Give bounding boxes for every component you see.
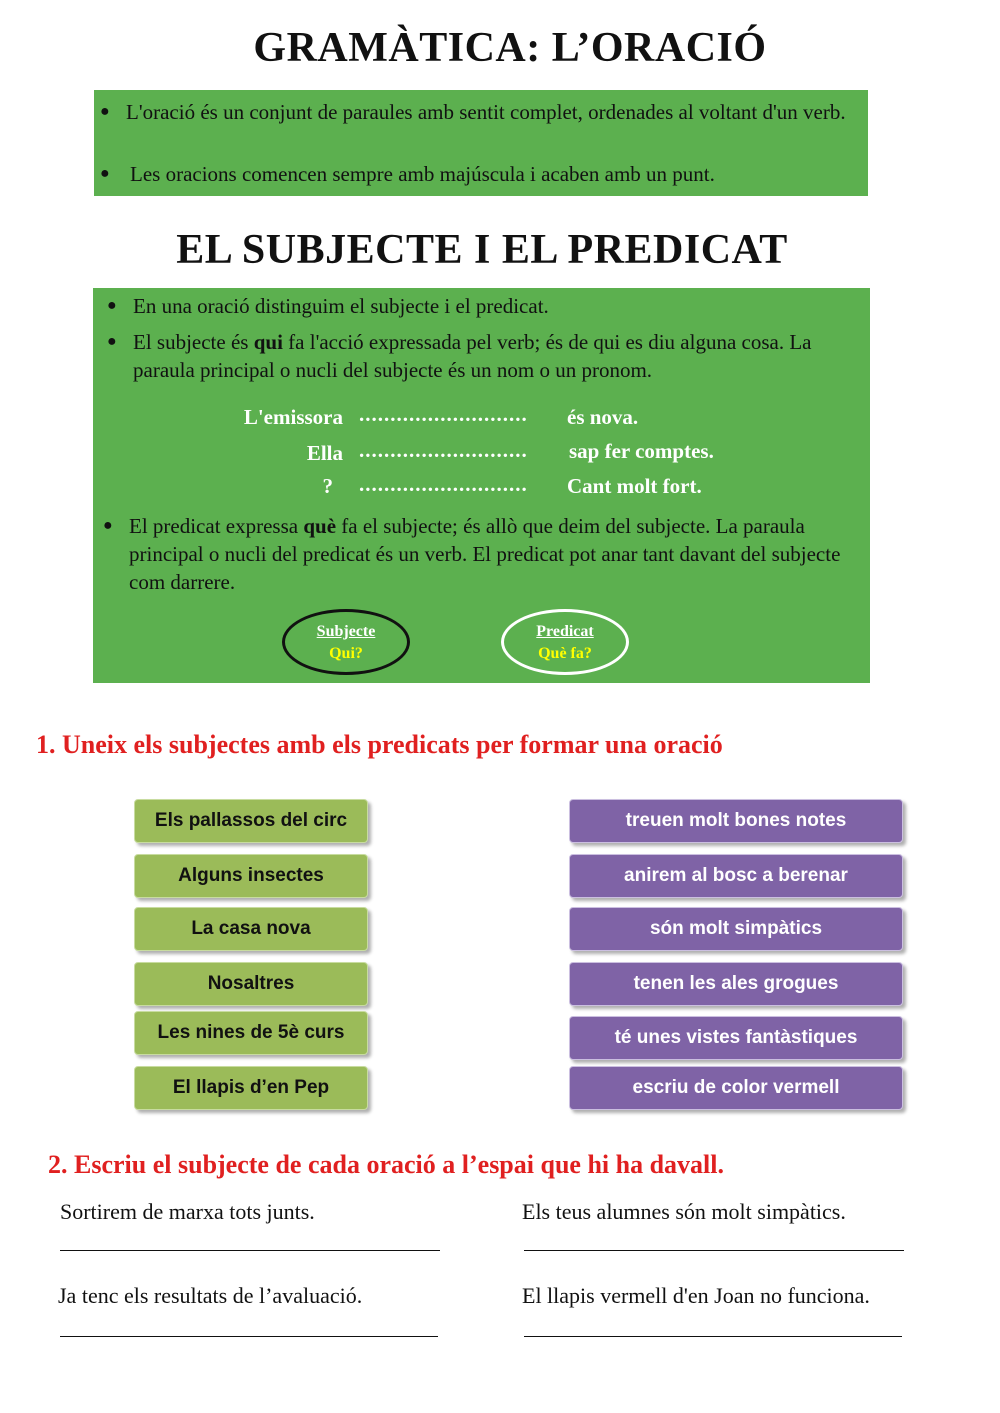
example-dots: ........................... (359, 438, 528, 462)
answer-line[interactable] (524, 1250, 904, 1251)
subject-card[interactable]: Alguns insectes (134, 854, 368, 898)
subject-card[interactable]: El llapis d’en Pep (134, 1066, 368, 1110)
explanation-bullet: ● El subjecte és qui fa l'acció expressada pel verb; és de qui es diu alguna cosa. La paraula principal o nucli del subjecte és un nom o un pronom. (107, 330, 812, 382)
example-subject: ? (322, 474, 333, 498)
predicate-card[interactable]: escriu de color vermell (569, 1066, 903, 1110)
predicate-card[interactable]: té unes vistes fantàstiques (569, 1016, 903, 1060)
bullet-icon: ● (100, 165, 110, 182)
answer-line[interactable] (524, 1336, 902, 1337)
predicate-oval: Predicat Què fa? (501, 609, 629, 675)
example-subject: Ella (306, 441, 343, 465)
example-subject: L'emissora (243, 405, 343, 429)
example-predicate: és nova. (567, 405, 639, 429)
predicate-card[interactable]: anirem al bosc a berenar (569, 854, 903, 898)
oracio-definition-box (94, 90, 868, 196)
subject-card[interactable]: Nosaltres (134, 962, 368, 1006)
exercise-sentence: Els teus alumnes són molt simpàtics. (522, 1199, 846, 1224)
example-predicate: sap fer comptes. (569, 439, 714, 463)
predicate-card[interactable]: tenen les ales grogues (569, 962, 903, 1006)
answer-line[interactable] (60, 1336, 438, 1337)
subject-card[interactable]: Els pallassos del circ (134, 799, 368, 843)
bullet-icon: ● (103, 517, 113, 534)
exercise-sentence: Ja tenc els resultats de l’avaluació. (58, 1283, 363, 1308)
subject-oval: Subjecte Qui? (282, 609, 410, 675)
bullet-icon: ● (100, 103, 110, 120)
example-predicate: Cant molt fort. (567, 474, 702, 498)
subject-card[interactable]: La casa nova (134, 907, 368, 951)
subject-predicate-box (93, 288, 870, 683)
definition-bullet: ● Les oracions comencen sempre amb majúscula i acaben amb un punt. (100, 162, 715, 186)
bullet-icon: ● (107, 333, 117, 350)
answer-line[interactable] (60, 1250, 440, 1251)
exercise-1-instruction: 1. Uneix els subjectes amb els predicats per formar una oració (36, 730, 723, 759)
explanation-bullet: ● El predicat expressa què fa el subjecte; és allò que deim del subjecte. La paraula principal o nucli del predicat és un verb. El predicat pot anar tant davant del subjecte com darrere. (103, 514, 841, 594)
page-title: GRAMÀTICA: L’ORACIÓ (253, 25, 767, 71)
exercise-2-instruction: 2. Escriu el subjecte de cada oració a l’espai que hi ha davall. (48, 1150, 724, 1179)
explanation-bullet: ● En una oració distinguim el subjecte i el predicat. (107, 294, 549, 318)
definition-bullet: ● L'oració és un conjunt de paraules amb sentit complet, ordenades al voltant d'un verb. (100, 100, 846, 124)
predicate-card[interactable]: treuen molt bones notes (569, 799, 903, 843)
example-dots: ........................... (359, 472, 528, 496)
exercise-sentence: El llapis vermell d'en Joan no funciona. (522, 1283, 870, 1308)
example-dots: ........................... (359, 402, 528, 426)
exercise-sentence: Sortirem de marxa tots junts. (60, 1199, 315, 1224)
bullet-icon: ● (107, 297, 117, 314)
section-title: EL SUBJECTE I EL PREDICAT (176, 227, 788, 273)
predicate-card[interactable]: són molt simpàtics (569, 907, 903, 951)
subject-card[interactable]: Les nines de 5è curs (134, 1011, 368, 1055)
